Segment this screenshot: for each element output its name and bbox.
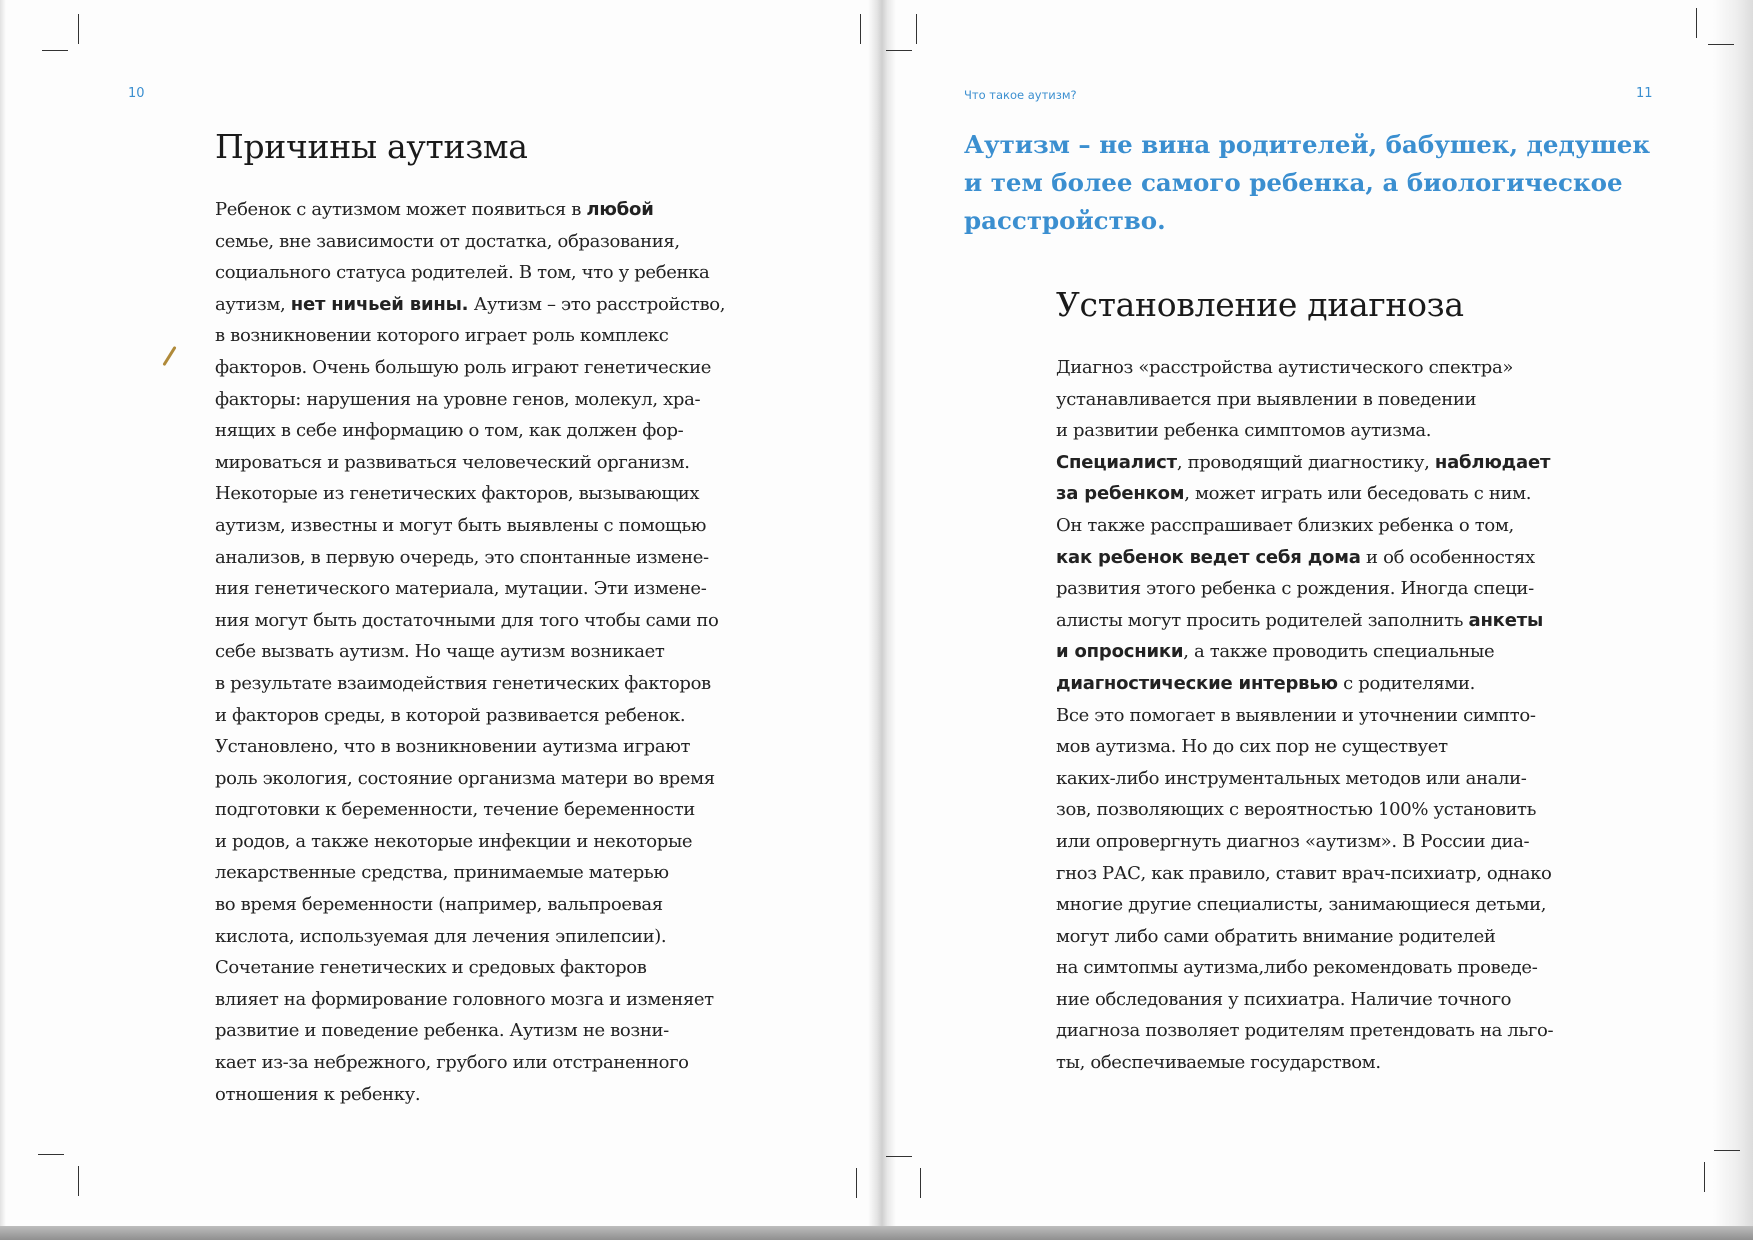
text-run: на симтопмы аутизма,либо рекомендовать проведе- (1056, 957, 1538, 979)
text-line (1056, 605, 1553, 637)
crop-mark (886, 50, 912, 51)
text-line (215, 763, 725, 795)
text-line (1056, 573, 1553, 605)
crop-mark (1704, 1162, 1705, 1192)
text-run: ние обследования у психиатра. Наличие точного (1056, 988, 1512, 1010)
text-run: влияет на формирование головного мозга и изменяет (215, 988, 714, 1010)
emphasis-text: диагностические интервью (1056, 672, 1338, 694)
scan-bottom-edge (0, 1226, 1753, 1240)
text-run: кает из-за небрежного, грубого или отстраненного (215, 1052, 689, 1074)
text-run: , а также проводить специальные (1183, 641, 1495, 663)
text-line (1056, 921, 1553, 953)
text-run: Он также расспрашивает близких ребенка о том, (1056, 514, 1514, 536)
crop-mark (38, 1154, 64, 1155)
text-line (215, 384, 725, 416)
text-run: , может играть или беседовать с ним. (1184, 483, 1532, 505)
text-run: и родов, а также некоторые инфекции и некоторые (215, 830, 693, 852)
text-line (215, 826, 725, 858)
text-run: ния генетического материала, мутации. Эти измене- (215, 578, 707, 600)
text-line (215, 668, 725, 700)
text-line (215, 478, 725, 510)
section-heading-diagnosis: Установление диагноза (1056, 285, 1464, 324)
text-run: в возникновении которого играет роль комплекс (215, 325, 669, 347)
book-gutter (868, 0, 896, 1230)
text-run: Ребенок с аутизмом может появиться в (215, 199, 587, 220)
text-line (1056, 731, 1553, 763)
crop-mark (856, 1168, 857, 1198)
crop-mark (920, 1168, 921, 1198)
text-line (1056, 542, 1553, 574)
text-line (1056, 763, 1553, 795)
text-line (1056, 384, 1553, 416)
emphasis-text: Специалист (1056, 451, 1177, 473)
text-line (1056, 447, 1553, 479)
crop-mark (886, 1156, 912, 1157)
body-text-causes (215, 194, 725, 1110)
page-edge-shadow (1713, 0, 1753, 1228)
text-line (215, 605, 725, 637)
text-run: устанавливается при выявлении в поведении (1056, 388, 1477, 410)
crop-mark (1696, 8, 1697, 38)
text-line (215, 794, 725, 826)
pull-quote (964, 126, 1684, 240)
left-page (0, 0, 876, 1228)
text-run: гноз РАС, как правило, ставит врач-психиатр, однако (1056, 862, 1552, 884)
text-line (215, 542, 725, 574)
text-run: факторов. Очень большую роль играют генетические (215, 356, 712, 378)
text-run: Все это помогает в выявлении и уточнении симпто- (1056, 704, 1536, 726)
text-line (1056, 415, 1553, 447)
text-line (1056, 1047, 1553, 1079)
text-run: или опровергнуть диагноз «аутизм». В России диа- (1056, 830, 1530, 852)
pull-quote-line: расстройство. (964, 206, 1166, 235)
text-run: аутизм, известны и могут быть выявлены с помощью (215, 514, 707, 536)
text-run: себе вызвать аутизм. Но чаще аутизм возникает (215, 641, 665, 663)
crop-mark (1714, 1150, 1740, 1151)
page-number-right: 11 (1636, 86, 1653, 101)
emphasis-text: любой (586, 199, 654, 220)
crop-mark (1708, 44, 1734, 45)
text-run: Сочетание генетических и средовых факторов (215, 957, 647, 979)
text-run: , проводящий диагностику, (1176, 451, 1435, 473)
text-run: анализов, в первую очередь, это спонтанные измене- (215, 546, 709, 568)
text-run: и об особенностях (1360, 546, 1535, 568)
text-line (215, 226, 725, 258)
text-run: во время беременности (например, вальпроевая (215, 894, 663, 916)
text-line (1056, 668, 1553, 700)
text-line (215, 1015, 725, 1047)
running-head: Что такое аутизм? (964, 88, 1077, 102)
text-line (215, 921, 725, 953)
text-line (1056, 700, 1553, 732)
text-line (215, 194, 725, 226)
text-run: мов аутизма. Но до сих пор не существует (1056, 736, 1448, 758)
emphasis-text: за ребенком (1056, 483, 1185, 505)
text-run: и развитии ребенка симптомов аутизма. (1056, 420, 1432, 442)
text-line (1056, 794, 1553, 826)
text-run: мироваться и развиваться человеческий организм. (215, 451, 690, 473)
emphasis-text: анкеты (1468, 609, 1544, 631)
text-line (215, 257, 725, 289)
text-run: аутизм, (215, 293, 291, 315)
text-line (215, 415, 725, 447)
text-run: Диагноз «расстройства аутистического спектра» (1056, 357, 1514, 378)
text-line (1056, 352, 1553, 384)
emphasis-text: наблюдает (1434, 451, 1551, 473)
text-run: могут либо сами обратить внимание родителей (1056, 925, 1496, 947)
text-run: диагноза позволяет родителям претендовать на льго- (1056, 1020, 1554, 1042)
emphasis-text: нет ничьей вины. (290, 293, 469, 315)
emphasis-text: и опросники (1056, 641, 1184, 663)
text-run: развития этого ребенка с рождения. Иногда специ- (1056, 578, 1534, 600)
section-heading-causes: Причины аутизма (215, 127, 528, 166)
text-line (215, 289, 725, 321)
text-line (1056, 510, 1553, 542)
text-run: социального статуса родителей. В том, что у ребенка (215, 262, 710, 284)
text-run: отношения к ребенку. (215, 1083, 421, 1105)
text-line (1056, 952, 1553, 984)
text-run: роль экология, состояние организма матери во время (215, 767, 715, 789)
crop-mark (78, 1166, 79, 1196)
text-line (1056, 826, 1553, 858)
text-line (215, 447, 725, 479)
page-edge-shadow (0, 0, 6, 1228)
text-run: зов, позволяющих с вероятностью 100% установить (1056, 799, 1537, 821)
text-run: семье, вне зависимости от достатка, образования, (215, 230, 680, 252)
pull-quote-line: Аутизм – не вина родителей, бабушек, дедушек (964, 130, 1651, 159)
text-run: алисты могут просить родителей заполнить (1056, 609, 1469, 631)
text-run: в результате взаимодействия генетических факторов (215, 672, 711, 694)
text-line (1056, 1015, 1553, 1047)
text-run: Некоторые из генетических факторов, вызывающих (215, 483, 700, 505)
text-line (215, 573, 725, 605)
pull-quote-line: и тем более самого ребенка, а биологическое (964, 168, 1623, 197)
crop-mark (42, 50, 68, 51)
text-run: ты, обеспечиваемые государством. (1056, 1052, 1381, 1074)
crop-mark (78, 14, 79, 44)
body-text-diagnosis (1056, 352, 1553, 1079)
text-line (215, 636, 725, 668)
text-run: ния могут быть достаточными для того чтобы сами по (215, 609, 719, 631)
text-line (215, 952, 725, 984)
text-run: нящих в себе информацию о том, как должен фор- (215, 420, 684, 442)
text-line (215, 731, 725, 763)
crop-mark (916, 14, 917, 44)
text-run: Аутизм – это расстройство, (468, 293, 726, 315)
text-line (1056, 636, 1553, 668)
text-line (215, 1079, 725, 1111)
text-run: Установлено, что в возникновении аутизма играют (215, 736, 691, 758)
pen-mark (162, 346, 176, 366)
crop-mark (860, 14, 861, 44)
text-line (1056, 858, 1553, 890)
text-line (215, 889, 725, 921)
text-run: факторы: нарушения на уровне генов, молекул, хра- (215, 388, 701, 410)
text-run: с родителями. (1337, 672, 1475, 694)
text-line (215, 320, 725, 352)
text-run: многие другие специалисты, занимающиеся детьми, (1056, 894, 1547, 916)
text-line (215, 857, 725, 889)
text-run: развитие и поведение ребенка. Аутизм не возни- (215, 1020, 669, 1042)
text-line (215, 984, 725, 1016)
text-run: подготовки к беременности, течение беременности (215, 799, 695, 821)
text-line (215, 700, 725, 732)
text-run: каких-либо инструментальных методов или анали- (1056, 767, 1527, 789)
text-line (1056, 984, 1553, 1016)
text-run: лекарственные средства, принимаемые матерью (215, 862, 669, 884)
text-line (215, 352, 725, 384)
page-number-left: 10 (128, 86, 145, 101)
text-line (215, 1047, 725, 1079)
text-line (215, 510, 725, 542)
emphasis-text: как ребенок ведет себя дома (1056, 546, 1361, 568)
text-run: кислота, используемая для лечения эпилепсии). (215, 925, 667, 947)
text-line (1056, 478, 1553, 510)
text-run: и факторов среды, в которой развивается ребенок. (215, 704, 686, 726)
text-line (1056, 889, 1553, 921)
